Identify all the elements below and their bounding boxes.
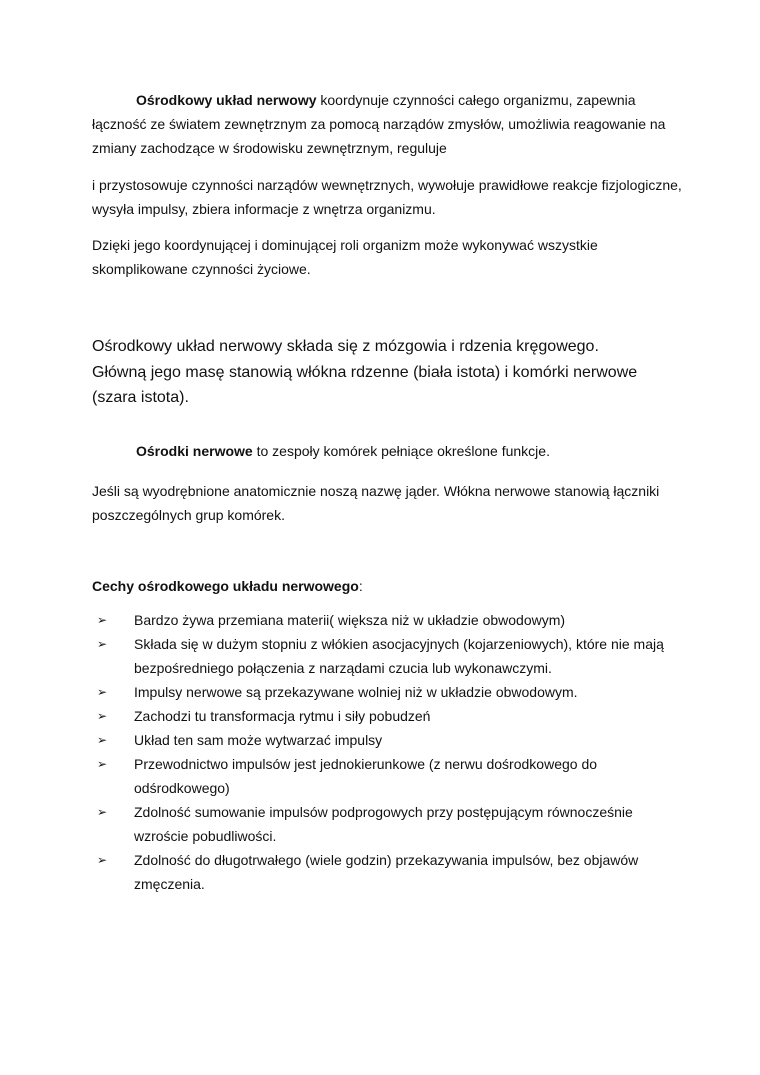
- arrowhead-bullet-icon: ➢: [97, 757, 108, 771]
- list-item-text: Przewodnictwo impulsów jest jednokierunkowe (z nerwu dośrodkowego do odśrodkowego): [134, 756, 598, 796]
- features-list: [92, 608, 682, 896]
- paragraph-functions: i przystosowuje czynności narządów wewnętrznych, wywołuje prawidłowe reakcje fizjologiczne, wysyła impulsy, zbiera informacje z wnętrza organizmu.: [92, 177, 682, 217]
- term-central-nervous-system: Ośrodkowy układ nerwowy: [136, 92, 317, 108]
- arrowhead-bullet-icon: ➢: [97, 805, 108, 819]
- arrowhead-bullet-icon: ➢: [97, 733, 108, 747]
- term-nerve-centers: Ośrodki nerwowe: [136, 443, 253, 459]
- list-item: [92, 632, 682, 680]
- list-item-text: Układ ten sam może wytwarzać impulsy: [134, 732, 383, 748]
- list-item: [92, 752, 682, 800]
- list-item-text: Zdolność do długotrwałego (wiele godzin) przekazywania impulsów, bez objawów zmęczenia.: [134, 852, 639, 892]
- list-item: [92, 800, 682, 848]
- structure-line-2: Główną jego masę stanowią włókna rdzenne (biała istota) i komórki nerwowe (szara istota).: [92, 363, 638, 406]
- paragraph-structure: [92, 334, 682, 411]
- list-item-text: Zachodzi tu transformacja rytmu i siły pobudzeń: [134, 708, 431, 724]
- arrowhead-bullet-icon: ➢: [97, 853, 108, 867]
- paragraph-nerve-centers-text: to zespoły komórek pełniące określone funkcje.: [252, 443, 550, 459]
- list-item: [92, 608, 682, 632]
- paragraph-intro: [92, 88, 682, 160]
- paragraph-coordination: Dzięki jego koordynującej i dominującej roli organizm może wykonywać wszystkie skomplikowane czynności życiowe.: [92, 237, 598, 277]
- arrowhead-bullet-icon: ➢: [97, 685, 108, 699]
- structure-line-1: Ośrodkowy układ nerwowy składa się z mózgowia i rdzenia kręgowego.: [92, 338, 599, 355]
- list-item-text: Zdolność sumowanie impulsów podprogowych przy postępującym równocześnie wzroście pobudliwości.: [134, 804, 633, 844]
- list-item: [92, 680, 682, 704]
- arrowhead-bullet-icon: ➢: [97, 613, 108, 627]
- list-item: [92, 728, 682, 752]
- list-item: [92, 848, 682, 896]
- list-item: [92, 704, 682, 728]
- list-item-text: Impulsy nerwowe są przekazywane wolniej niż w układzie obwodowym.: [134, 684, 578, 700]
- section-heading: [92, 574, 682, 598]
- paragraph-nerve-centers: [92, 439, 682, 463]
- arrowhead-bullet-icon: ➢: [97, 637, 108, 651]
- paragraph-intro-text: koordynuje czynności całego organizmu, zapewnia łączność ze światem zewnętrznym za pomocą narządów zmysłów, umożliwia reagowanie na zmiany zachodzące w środowisku zewnętrznym, reguluje: [92, 92, 666, 156]
- list-item-text: Bardzo żywa przemiana materii( większa niż w układzie obwodowym): [134, 612, 566, 628]
- section-heading-text: Cechy ośrodkowego układu nerwowego: [92, 578, 359, 594]
- list-item-text: Składa się w dużym stopniu z włókien asocjacyjnych (kojarzeniowych), które nie mają bezpośredniego połączenia z narządami czucia lub wykonawczymi.: [134, 636, 664, 676]
- paragraph-nuclei: Jeśli są wyodrębnione anatomicznie noszą nazwę jąder. Włókna nerwowe stanowią łączniki poszczególnych grup komórek.: [92, 483, 660, 523]
- arrowhead-bullet-icon: ➢: [97, 709, 108, 723]
- section-heading-colon: :: [358, 578, 363, 594]
